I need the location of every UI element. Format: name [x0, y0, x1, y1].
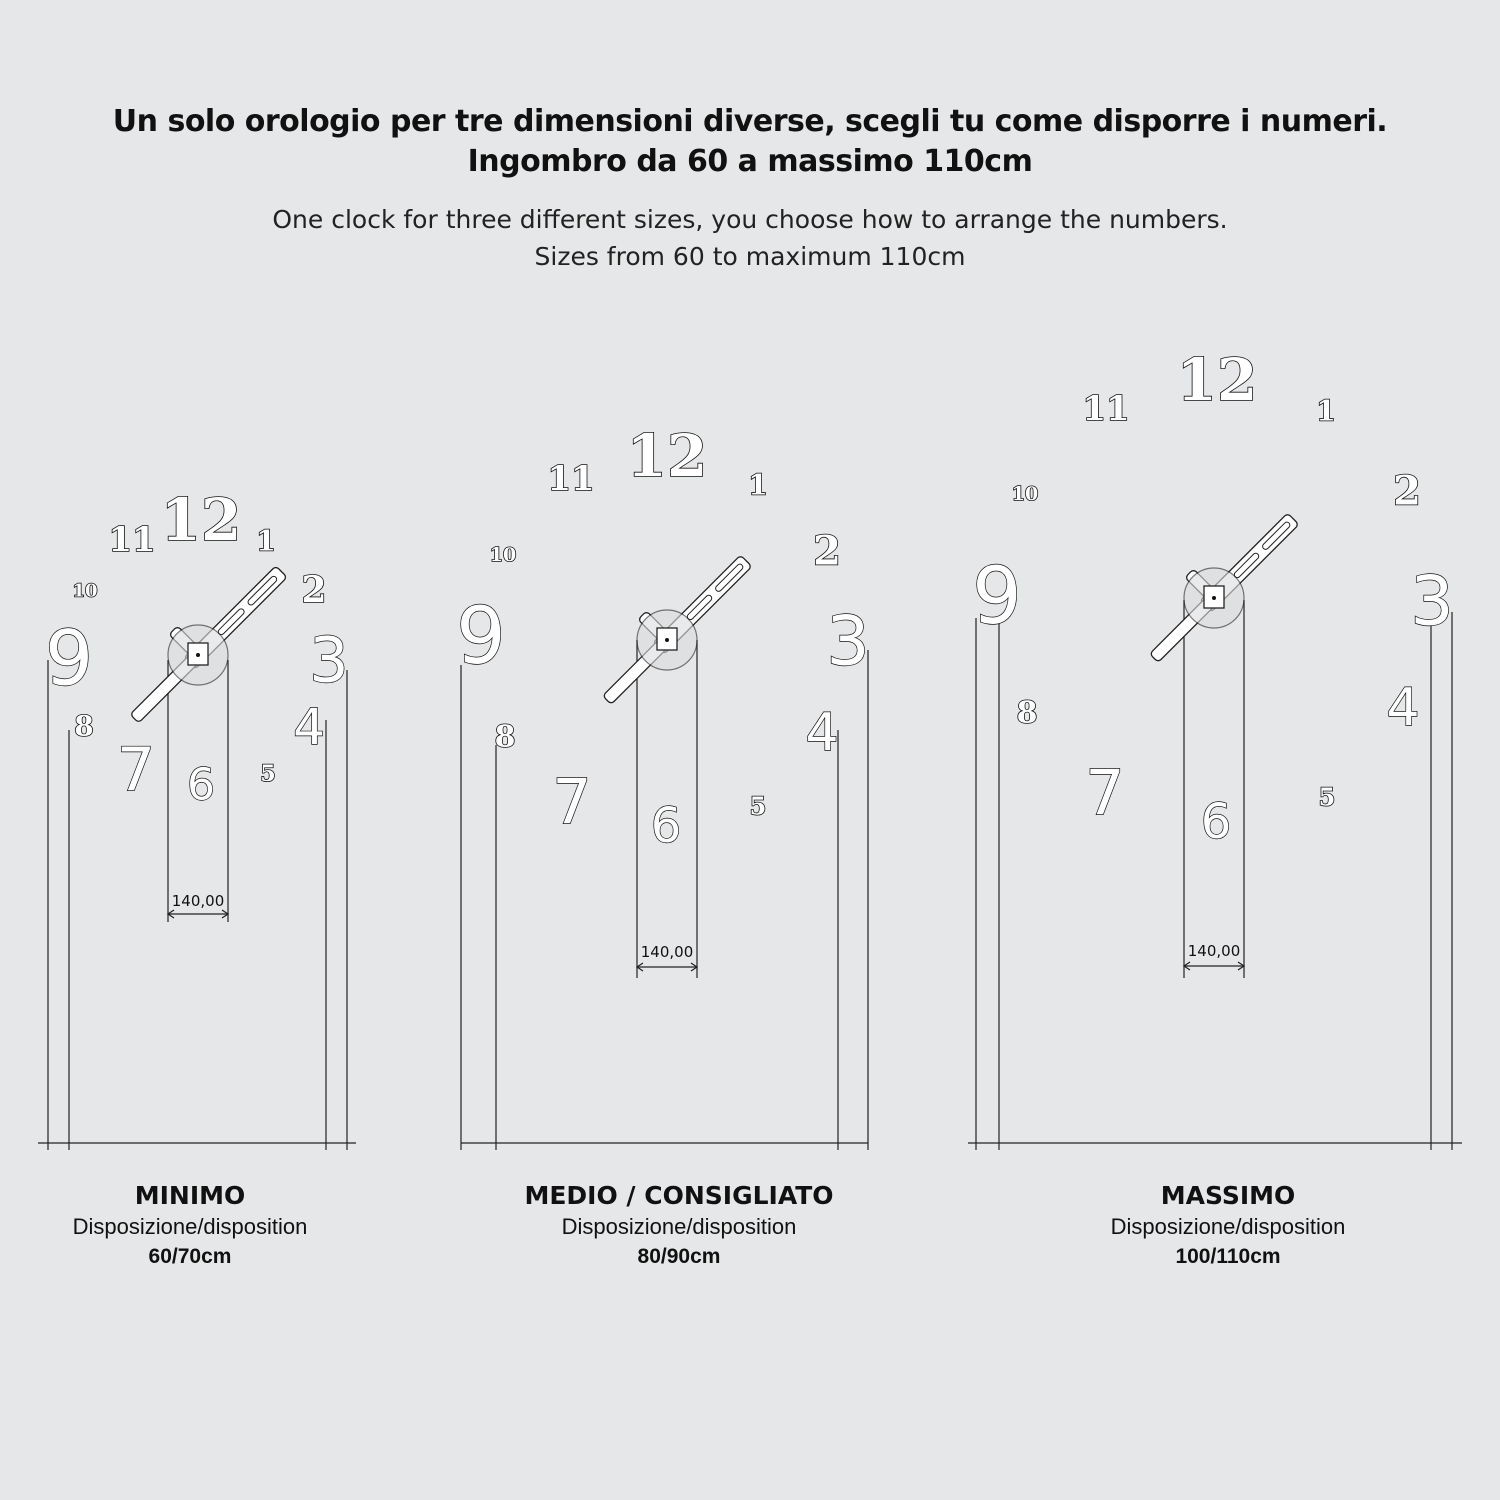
numeral-2: 2 — [1393, 467, 1421, 515]
numeral-11: 11 — [108, 520, 156, 560]
clock-massimo — [968, 346, 1462, 1150]
numeral-2: 2 — [301, 569, 327, 611]
numeral-8: 8 — [494, 719, 516, 755]
caption-minimo — [0, 1181, 390, 1271]
numeral-11: 11 — [1082, 389, 1130, 429]
numeral-6: 6 — [187, 759, 215, 811]
numeral-10: 10 — [1011, 483, 1039, 505]
numeral-12: 12 — [1176, 346, 1258, 414]
numeral-6: 6 — [1200, 794, 1232, 850]
numeral-10: 10 — [489, 544, 517, 566]
dimension-label-massimo: 140,00 — [1187, 942, 1241, 960]
caption-medio — [479, 1181, 879, 1271]
clock-hands-medio — [603, 555, 752, 704]
clock-minimo — [38, 486, 356, 1150]
numeral-12: 12 — [160, 486, 242, 554]
caption-title: MINIMO — [134, 1181, 246, 1210]
clock-hands-massimo — [1150, 513, 1299, 662]
numeral-7: 7 — [1085, 756, 1125, 830]
title-italian-line-2: Ingombro da 60 a massimo 110cm — [467, 144, 1033, 179]
caption-size: 100/110cm — [1175, 1245, 1281, 1268]
caption-subtitle: Disposizione/disposition — [72, 1214, 308, 1239]
caption-size: 60/70cm — [148, 1245, 232, 1268]
numeral-2: 2 — [813, 527, 841, 575]
numeral-7: 7 — [552, 765, 592, 839]
numeral-3: 3 — [309, 623, 349, 697]
caption-title: MEDIO / CONSIGLIATO — [524, 1181, 834, 1210]
caption-massimo — [1028, 1181, 1428, 1271]
dimension-label-medio: 140,00 — [640, 943, 694, 961]
clock-hands-minimo — [130, 566, 287, 723]
numeral-4: 4 — [805, 703, 839, 763]
caption-subtitle: Disposizione/disposition — [561, 1214, 797, 1239]
numeral-12: 12 — [626, 422, 708, 490]
numeral-7: 7 — [116, 735, 156, 805]
numeral-9: 9 — [972, 552, 1022, 642]
numeral-1: 1 — [748, 468, 768, 502]
numeral-9: 9 — [456, 592, 506, 682]
dimension-label-minimo: 140,00 — [171, 892, 225, 910]
caption-subtitle: Disposizione/disposition — [1110, 1214, 1346, 1239]
numeral-5: 5 — [749, 791, 767, 821]
numeral-8: 8 — [1016, 695, 1038, 731]
numeral-1: 1 — [1316, 394, 1336, 428]
numeral-6: 6 — [650, 798, 682, 854]
numeral-8: 8 — [74, 709, 94, 743]
caption-size: 80/90cm — [637, 1245, 721, 1268]
title-english-line-1: One clock for three different sizes, you choose how to arrange the numbers. — [272, 205, 1228, 234]
numeral-1: 1 — [256, 524, 276, 558]
numeral-3: 3 — [826, 602, 870, 682]
numeral-11: 11 — [547, 459, 595, 499]
caption-title: MASSIMO — [1160, 1181, 1296, 1210]
numeral-9: 9 — [44, 613, 94, 703]
title-italian-line-1: Un solo orologio per tre dimensioni diverse, scegli tu come disporre i numeri. — [112, 104, 1388, 139]
clock-medio — [456, 422, 869, 1150]
numeral-5: 5 — [1318, 782, 1336, 812]
numeral-4: 4 — [1386, 678, 1420, 738]
numeral-3: 3 — [1410, 562, 1454, 642]
numeral-4: 4 — [293, 698, 325, 756]
numeral-10: 10 — [72, 580, 98, 602]
title-english-line-2: Sizes from 60 to maximum 110cm — [534, 242, 966, 271]
numeral-5: 5 — [260, 761, 276, 787]
